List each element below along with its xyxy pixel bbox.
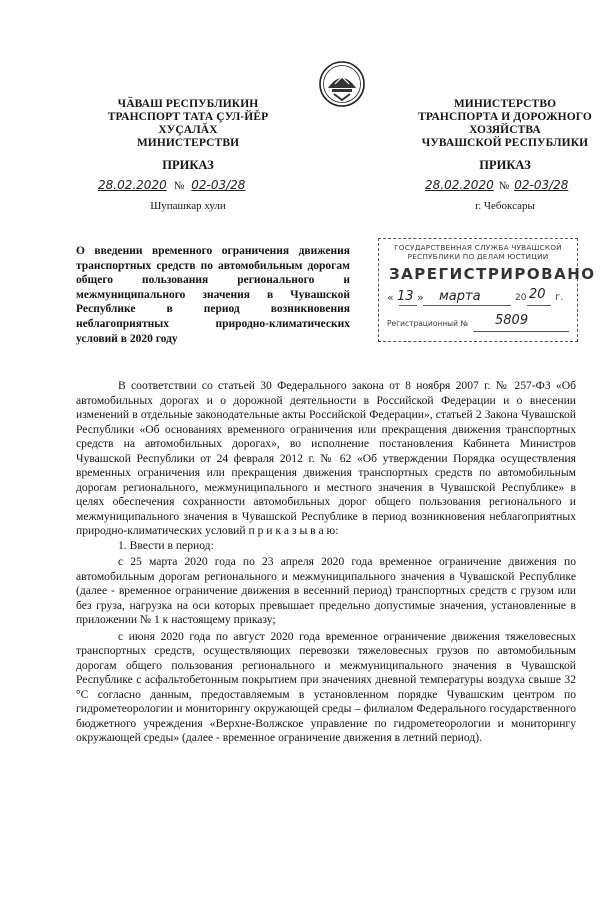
order-label-right: ПРИКАЗ xyxy=(479,158,531,172)
order-date-left: 28.02.2020 xyxy=(98,178,167,192)
header-right-line1: МИНИСТЕРСТВО xyxy=(453,98,557,110)
header-left xyxy=(88,98,288,150)
order-date-number-right xyxy=(425,176,605,194)
header-right-line3: ХОЗЯЙСТВА xyxy=(469,124,541,136)
registration-stamp xyxy=(378,238,596,342)
paragraph-4: с июня 2020 года по август 2020 года временное ограничение движения тяжеловесных транспортных средств, осуществляющих перевозки тяжеловесных грузов по автомобильным дорогам общего пользования регионального и межмуниципального значения в Чувашской Республике с асфальтобетонным покрытием при значениях дневной температуры воздуха свыше 32 °С согласно данным, предоставляемым в установленном порядке Чувашским центром по гидрометеорологии и мониторингу окружающей среды – филиалом Федерального государственного бюджетного учреждения «Верхне-Волжское управление по гидрометеорологии и мониторингу окружающей среды» (далее - временное ограничение движения в летний период). xyxy=(76,629,576,744)
stamp-quote-close: » xyxy=(417,291,424,304)
paragraph-1-text: В соответствии со статьей 30 Федерального закона от 8 ноября 2007 г. № 257-ФЗ «Об автомобильных дорогах и о дорожной деятельности в Российской Федерации и о внесении изменений в отдельные законодательные акты Российской Федерации», статьей 2 Закона Чувашской Республики «Об основаниях временного ограничения или прекращения движения транспортных средств на автомобильных дорогах», во исполнение постановления Кабинета Министров Чувашской Республики от 24 февраля 2012 г. № 62 «Об утверждении Порядка осуществления временных ограничения или прекращения движения транспортных средств по автомобильным дорогам регионального, межмуниципального и местного значения в Чувашской Республике» в целях обеспечения сохранности автомобильных дорог общего пользования регионального и межмуниципального значения в Чувашской Республике в период возникновения неблагоприятных природно-климатических условий xyxy=(76,379,576,537)
order-date-number-left xyxy=(98,176,298,194)
stamp-authority xyxy=(385,243,571,261)
number-sign-left: № xyxy=(173,180,185,192)
stamp-registered: ЗАРЕГИСТРИРОВАНО xyxy=(389,265,596,283)
stamp-reg-label: Регистрационный № xyxy=(387,319,469,328)
header-left-line4: МИНИСТЕРСТВИ xyxy=(136,137,240,149)
stamp-reg-number: 5809 xyxy=(495,313,529,328)
stamp-year-unit: г. xyxy=(555,292,564,303)
header-left-line3: ХУҪАЛĂХ xyxy=(158,124,218,136)
number-sign-right: № xyxy=(498,180,510,192)
order-label-left: ПРИКАЗ xyxy=(162,158,214,172)
header-right xyxy=(405,98,605,150)
header-left-line2: ТРАНСПОРТ ТАТА ҪУЛ-ЙĔР xyxy=(107,111,269,123)
order-date-right: 28.02.2020 xyxy=(425,178,494,192)
paragraph-2: 1. Ввести в период: xyxy=(118,538,214,552)
stamp-year-prefix: 20 xyxy=(515,293,527,303)
chuvash-emblem-icon xyxy=(318,60,366,108)
document-title: О введении временного ограничения движения транспортных средств по автомобильным дорогам общего пользования регионального и межмуниципального значения в Чувашской Республике в период возникновения неблагоприятных природно-климатических условий в 2020 году xyxy=(76,245,350,345)
paragraph-1-end: п р и к а з ы в а ю: xyxy=(248,524,339,537)
stamp-line2: РЕСПУБЛИКИ ПО ДЕЛАМ ЮСТИЦИИ xyxy=(407,252,549,261)
stamp-date xyxy=(387,289,571,309)
place-left: Шупашкар хули xyxy=(150,200,226,212)
place-right: г. Чебоксары xyxy=(475,200,535,212)
order-number-left: 02-03/28 xyxy=(191,178,246,192)
paragraph-1 xyxy=(76,379,576,539)
stamp-quote-open: « xyxy=(387,291,394,304)
stamp-month: марта xyxy=(439,289,481,304)
stamp-year-suffix: 20 xyxy=(529,287,546,302)
header-right-line4: ЧУВАШСКОЙ РЕСПУБЛИКИ xyxy=(421,137,589,149)
order-number-right: 02-03/28 xyxy=(514,178,569,192)
paragraph-3: с 25 марта 2020 года по 23 апреля 2020 года временное ограничение движения по автомобильным дорогам регионального и межмуниципального значения в Чувашской Республике (далее - временное ограничение движения в весенний период) транспортных средств с грузом или без груза, нагрузка на оси которых превышает предельно допустимые значения, установленные в приложении № 1 к настоящему приказу; xyxy=(76,555,576,626)
header-right-line2: ТРАНСПОРТА И ДОРОЖНОГО xyxy=(418,111,592,123)
stamp-day: 13 xyxy=(397,289,414,304)
body-text xyxy=(76,379,576,746)
stamp-line1: ГОСУДАРСТВЕННАЯ СЛУЖБА ЧУВАШСКОЙ xyxy=(394,243,562,252)
header-left-line1: ЧӐВАШ РЕСПУБЛИКИН xyxy=(117,98,259,110)
